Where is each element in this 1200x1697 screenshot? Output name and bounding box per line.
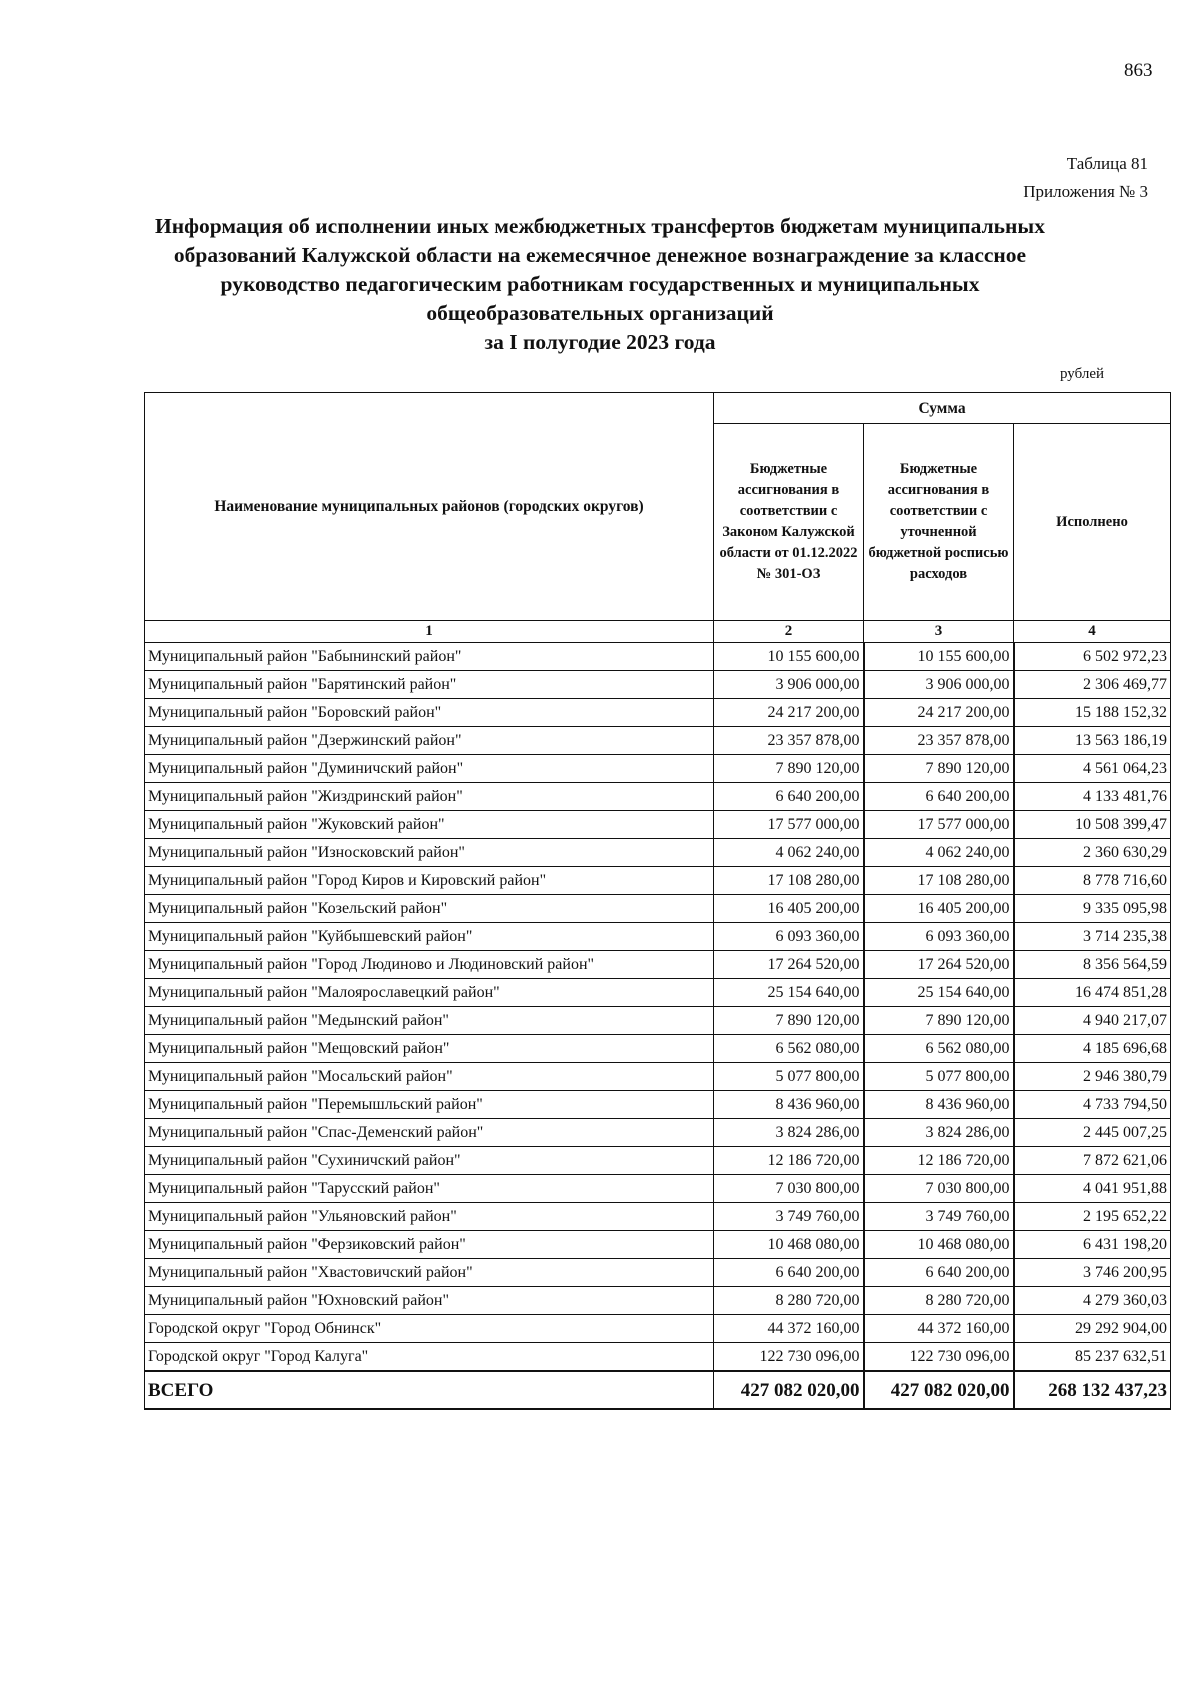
executed-cell: 15 188 152,32 <box>1014 699 1171 727</box>
allocation-law-cell: 122 730 096,00 <box>714 1343 864 1372</box>
name-cell: Муниципальный район "Жиздринский район" <box>145 783 714 811</box>
header-col4: Исполнено <box>1014 424 1171 621</box>
table-row <box>145 867 1171 895</box>
table-row <box>145 1063 1171 1091</box>
executed-cell: 9 335 095,98 <box>1014 895 1171 923</box>
title-line: образований Калужской области на ежемесячное денежное вознаграждение за классное <box>173 243 1027 267</box>
name-cell: Муниципальный район "Куйбышевский район" <box>145 923 714 951</box>
allocation-law-cell: 7 890 120,00 <box>714 1007 864 1035</box>
allocation-law-cell: 23 357 878,00 <box>714 727 864 755</box>
allocation-revised-cell: 24 217 200,00 <box>864 699 1014 727</box>
name-cell: Муниципальный район "Город Киров и Кировский район" <box>145 867 714 895</box>
executed-cell: 2 946 380,79 <box>1014 1063 1171 1091</box>
name-cell: Муниципальный район "Износковский район" <box>145 839 714 867</box>
name-cell: Муниципальный район "Мосальский район" <box>145 1063 714 1091</box>
allocation-law-cell: 44 372 160,00 <box>714 1315 864 1343</box>
executed-cell: 268 132 437,23 <box>1014 1371 1171 1409</box>
name-cell: Муниципальный район "Думиничский район" <box>145 755 714 783</box>
unit-label: рублей <box>1060 366 1105 382</box>
header-col3: Бюджетные ассигнования в соответствии с уточненной бюджетной росписью расходов <box>864 424 1014 621</box>
allocation-revised-cell: 122 730 096,00 <box>864 1343 1014 1372</box>
allocation-revised-cell: 3 906 000,00 <box>864 671 1014 699</box>
allocation-law-cell: 427 082 020,00 <box>714 1371 864 1409</box>
allocation-law-cell: 12 186 720,00 <box>714 1147 864 1175</box>
table-row <box>145 643 1171 671</box>
executed-cell: 3 714 235,38 <box>1014 923 1171 951</box>
allocation-law-cell: 6 640 200,00 <box>714 1259 864 1287</box>
allocation-revised-cell: 6 562 080,00 <box>864 1035 1014 1063</box>
allocation-revised-cell: 10 468 080,00 <box>864 1231 1014 1259</box>
table-row <box>145 783 1171 811</box>
table-row <box>145 727 1171 755</box>
allocation-revised-cell: 8 280 720,00 <box>864 1287 1014 1315</box>
allocation-law-cell: 3 749 760,00 <box>714 1203 864 1231</box>
table-row <box>145 1343 1171 1372</box>
table-row <box>145 1287 1171 1315</box>
allocation-law-cell: 6 562 080,00 <box>714 1035 864 1063</box>
table-row <box>145 699 1171 727</box>
allocation-revised-cell: 23 357 878,00 <box>864 727 1014 755</box>
table-row <box>145 979 1171 1007</box>
allocation-law-cell: 8 280 720,00 <box>714 1287 864 1315</box>
allocation-law-cell: 3 824 286,00 <box>714 1119 864 1147</box>
executed-cell: 4 940 217,07 <box>1014 1007 1171 1035</box>
table-row <box>145 755 1171 783</box>
allocation-revised-cell: 6 640 200,00 <box>864 1259 1014 1287</box>
executed-cell: 2 306 469,77 <box>1014 671 1171 699</box>
page-number: 863 <box>1124 60 1153 81</box>
table-row <box>145 1175 1171 1203</box>
allocation-revised-cell: 3 749 760,00 <box>864 1203 1014 1231</box>
header-name: Наименование муниципальных районов (городских округов) <box>145 393 714 621</box>
allocation-law-cell: 17 108 280,00 <box>714 867 864 895</box>
executed-cell: 4 041 951,88 <box>1014 1175 1171 1203</box>
name-cell: ВСЕГО <box>145 1371 714 1409</box>
name-cell: Муниципальный район "Козельский район" <box>145 895 714 923</box>
header-num-1: 1 <box>145 621 714 643</box>
table-row <box>145 1315 1171 1343</box>
executed-cell: 8 356 564,59 <box>1014 951 1171 979</box>
document-title <box>70 212 1130 357</box>
name-cell: Муниципальный район "Малоярославецкий район" <box>145 979 714 1007</box>
table-row <box>145 951 1171 979</box>
table-row <box>145 1007 1171 1035</box>
allocation-revised-cell: 44 372 160,00 <box>864 1315 1014 1343</box>
table-row <box>145 1119 1171 1147</box>
title-line: за I полугодие 2023 года <box>484 330 716 354</box>
name-cell: Муниципальный район "Перемышльский район" <box>145 1091 714 1119</box>
executed-cell: 4 133 481,76 <box>1014 783 1171 811</box>
executed-cell: 8 778 716,60 <box>1014 867 1171 895</box>
allocation-revised-cell: 7 890 120,00 <box>864 755 1014 783</box>
table-row <box>145 1203 1171 1231</box>
allocation-law-cell: 16 405 200,00 <box>714 895 864 923</box>
name-cell: Муниципальный район "Медынский район" <box>145 1007 714 1035</box>
allocation-revised-cell: 17 264 520,00 <box>864 951 1014 979</box>
allocation-law-cell: 25 154 640,00 <box>714 979 864 1007</box>
total-row <box>145 1371 1171 1409</box>
executed-cell: 4 561 064,23 <box>1014 755 1171 783</box>
header-col2: Бюджетные ассигнования в соответствии с Законом Калужской области от 01.12.2022 № 301-ОЗ <box>714 424 864 621</box>
transfers-table <box>144 392 1171 1410</box>
allocation-revised-cell: 8 436 960,00 <box>864 1091 1014 1119</box>
table-row <box>145 1231 1171 1259</box>
table-row <box>145 1091 1171 1119</box>
allocation-law-cell: 7 890 120,00 <box>714 755 864 783</box>
executed-cell: 4 279 360,03 <box>1014 1287 1171 1315</box>
header-num-4: 4 <box>1014 621 1171 643</box>
table-body <box>145 643 1171 1410</box>
title-line: руководство педагогическим работникам государственных и муниципальных <box>220 272 980 296</box>
allocation-law-cell: 4 062 240,00 <box>714 839 864 867</box>
executed-cell: 6 502 972,23 <box>1014 643 1171 671</box>
executed-cell: 10 508 399,47 <box>1014 811 1171 839</box>
name-cell: Муниципальный район "Спас-Деменский район" <box>145 1119 714 1147</box>
name-cell: Муниципальный район "Жуковский район" <box>145 811 714 839</box>
title-line: общеобразовательных организаций <box>426 301 774 325</box>
table-row <box>145 671 1171 699</box>
table-row <box>145 1259 1171 1287</box>
allocation-law-cell: 5 077 800,00 <box>714 1063 864 1091</box>
table-row <box>145 1147 1171 1175</box>
allocation-revised-cell: 25 154 640,00 <box>864 979 1014 1007</box>
allocation-revised-cell: 4 062 240,00 <box>864 839 1014 867</box>
allocation-revised-cell: 17 577 000,00 <box>864 811 1014 839</box>
executed-cell: 13 563 186,19 <box>1014 727 1171 755</box>
allocation-revised-cell: 7 030 800,00 <box>864 1175 1014 1203</box>
table-row <box>145 923 1171 951</box>
name-cell: Муниципальный район "Бабынинский район" <box>145 643 714 671</box>
executed-cell: 4 733 794,50 <box>1014 1091 1171 1119</box>
executed-cell: 2 195 652,22 <box>1014 1203 1171 1231</box>
table-row <box>145 811 1171 839</box>
name-cell: Муниципальный район "Сухиничский район" <box>145 1147 714 1175</box>
name-cell: Муниципальный район "Дзержинский район" <box>145 727 714 755</box>
name-cell: Муниципальный район "Барятинский район" <box>145 671 714 699</box>
allocation-law-cell: 8 436 960,00 <box>714 1091 864 1119</box>
name-cell: Муниципальный район "Город Людиново и Людиновский район" <box>145 951 714 979</box>
appendix-ref-label: Приложения № 3 <box>1023 182 1148 201</box>
allocation-revised-cell: 12 186 720,00 <box>864 1147 1014 1175</box>
executed-cell: 85 237 632,51 <box>1014 1343 1171 1372</box>
executed-cell: 16 474 851,28 <box>1014 979 1171 1007</box>
allocation-law-cell: 10 155 600,00 <box>714 643 864 671</box>
executed-cell: 29 292 904,00 <box>1014 1315 1171 1343</box>
name-cell: Муниципальный район "Боровский район" <box>145 699 714 727</box>
name-cell: Муниципальный район "Мещовский район" <box>145 1035 714 1063</box>
name-cell: Муниципальный район "Ферзиковский район" <box>145 1231 714 1259</box>
table-row <box>145 839 1171 867</box>
allocation-revised-cell: 6 640 200,00 <box>864 783 1014 811</box>
table-row <box>145 1035 1171 1063</box>
executed-cell: 2 360 630,29 <box>1014 839 1171 867</box>
name-cell: Муниципальный район "Юхновский район" <box>145 1287 714 1315</box>
allocation-law-cell: 7 030 800,00 <box>714 1175 864 1203</box>
allocation-revised-cell: 16 405 200,00 <box>864 895 1014 923</box>
table-row <box>145 895 1171 923</box>
allocation-revised-cell: 3 824 286,00 <box>864 1119 1014 1147</box>
allocation-law-cell: 3 906 000,00 <box>714 671 864 699</box>
allocation-revised-cell: 5 077 800,00 <box>864 1063 1014 1091</box>
allocation-law-cell: 6 093 360,00 <box>714 923 864 951</box>
name-cell: Муниципальный район "Ульяновский район" <box>145 1203 714 1231</box>
header-num-3: 3 <box>864 621 1014 643</box>
executed-cell: 2 445 007,25 <box>1014 1119 1171 1147</box>
allocation-law-cell: 17 264 520,00 <box>714 951 864 979</box>
header-num-2: 2 <box>714 621 864 643</box>
allocation-revised-cell: 427 082 020,00 <box>864 1371 1014 1409</box>
allocation-law-cell: 10 468 080,00 <box>714 1231 864 1259</box>
name-cell: Муниципальный район "Тарусский район" <box>145 1175 714 1203</box>
allocation-revised-cell: 10 155 600,00 <box>864 643 1014 671</box>
allocation-revised-cell: 7 890 120,00 <box>864 1007 1014 1035</box>
allocation-law-cell: 6 640 200,00 <box>714 783 864 811</box>
allocation-revised-cell: 6 093 360,00 <box>864 923 1014 951</box>
executed-cell: 7 872 621,06 <box>1014 1147 1171 1175</box>
header-sum: Сумма <box>714 393 1171 424</box>
name-cell: Городской округ "Город Калуга" <box>145 1343 714 1372</box>
executed-cell: 4 185 696,68 <box>1014 1035 1171 1063</box>
name-cell: Городской округ "Город Обнинск" <box>145 1315 714 1343</box>
table-ref-label: Таблица 81 <box>1066 154 1148 173</box>
table-reference <box>1023 150 1148 206</box>
allocation-revised-cell: 17 108 280,00 <box>864 867 1014 895</box>
executed-cell: 3 746 200,95 <box>1014 1259 1171 1287</box>
executed-cell: 6 431 198,20 <box>1014 1231 1171 1259</box>
name-cell: Муниципальный район "Хвастовичский район" <box>145 1259 714 1287</box>
title-line: Информация об исполнении иных межбюджетных трансфертов бюджетам муниципальных <box>155 214 1045 238</box>
allocation-law-cell: 24 217 200,00 <box>714 699 864 727</box>
allocation-law-cell: 17 577 000,00 <box>714 811 864 839</box>
